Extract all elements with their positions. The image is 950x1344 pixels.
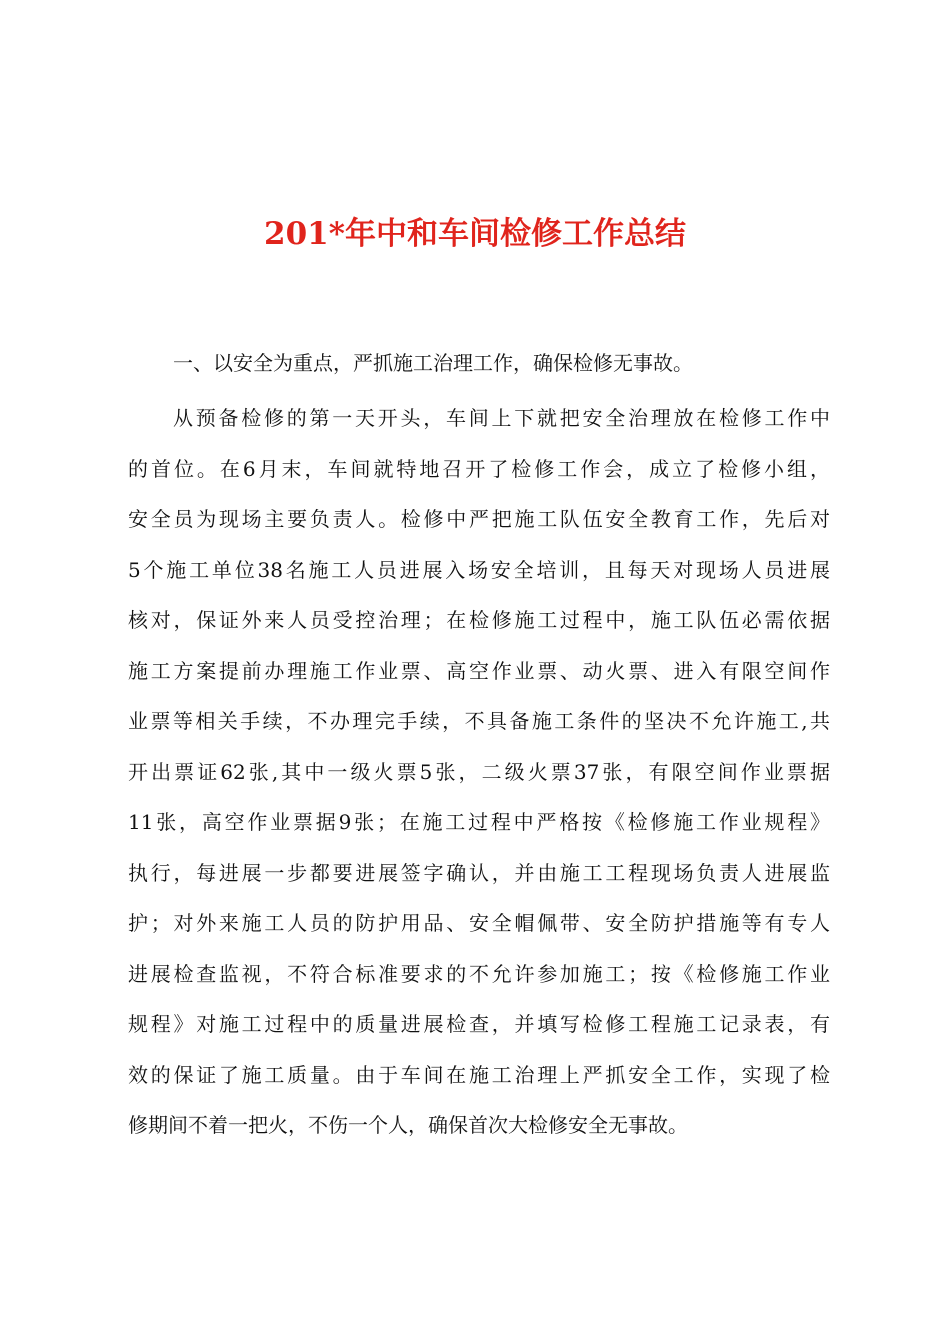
- document-title: 201*年中和车间检修工作总结: [264, 216, 686, 252]
- paragraph-line: 规程》对施工过程中的质量进展检查，并填写检修工程施工记录表，有: [128, 1012, 830, 1036]
- paragraph-line: 11张，高空作业票据9张；在施工过程中严格按《检修施工作业规程》: [128, 810, 830, 834]
- paragraph-line: 业票等相关手续，不办理完手续，不具备施工条件的坚决不允许施工,共: [128, 709, 830, 733]
- paragraph-line: 的首位。在6月末，车间就特地召开了检修工作会，成立了检修小组，: [128, 456, 830, 481]
- paragraph-line: 修期间不着一把火，不伤一个人，确保首次大检修安全无事故。: [128, 1113, 688, 1137]
- paragraph-line: 核对，保证外来人员受控治理；在检修施工过程中，施工队伍必需依据: [128, 608, 830, 632]
- paragraph-line: 开出票证62张,其中一级火票5张，二级火票37张，有限空间作业票据: [128, 759, 830, 784]
- paragraph-line: 执行，每进展一步都要进展签字确认，并由施工工程现场负责人进展监: [128, 860, 830, 885]
- paragraph-line: 施工方案提前办理施工作业票、高空作业票、动火票、进入有限空间作: [128, 658, 830, 683]
- paragraph-line: 安全员为现场主要负责人。检修中严把施工队伍安全教育工作，先后对: [128, 507, 830, 531]
- paragraph-line: 效的保证了施工质量。由于车间在施工治理上严抓安全工作，实现了检: [128, 1062, 830, 1087]
- paragraph-line: 护；对外来施工人员的防护用品、安全帽佩带、安全防护措施等有专人: [128, 911, 830, 935]
- section-heading: 一、以安全为重点，严抓施工治理工作，确保检修无事故。: [173, 351, 693, 375]
- body-paragraph: [128, 393, 830, 1151]
- paragraph-line: 5个施工单位38名施工人员进展入场安全培训，且每天对现场人员进展: [128, 557, 830, 582]
- paragraph-line: 从预备检修的第一天开头，车间上下就把安全治理放在检修工作中: [173, 406, 830, 430]
- paragraph-line: 进展检查监视，不符合标准要求的不允许参加施工；按《检修施工作业: [128, 961, 830, 986]
